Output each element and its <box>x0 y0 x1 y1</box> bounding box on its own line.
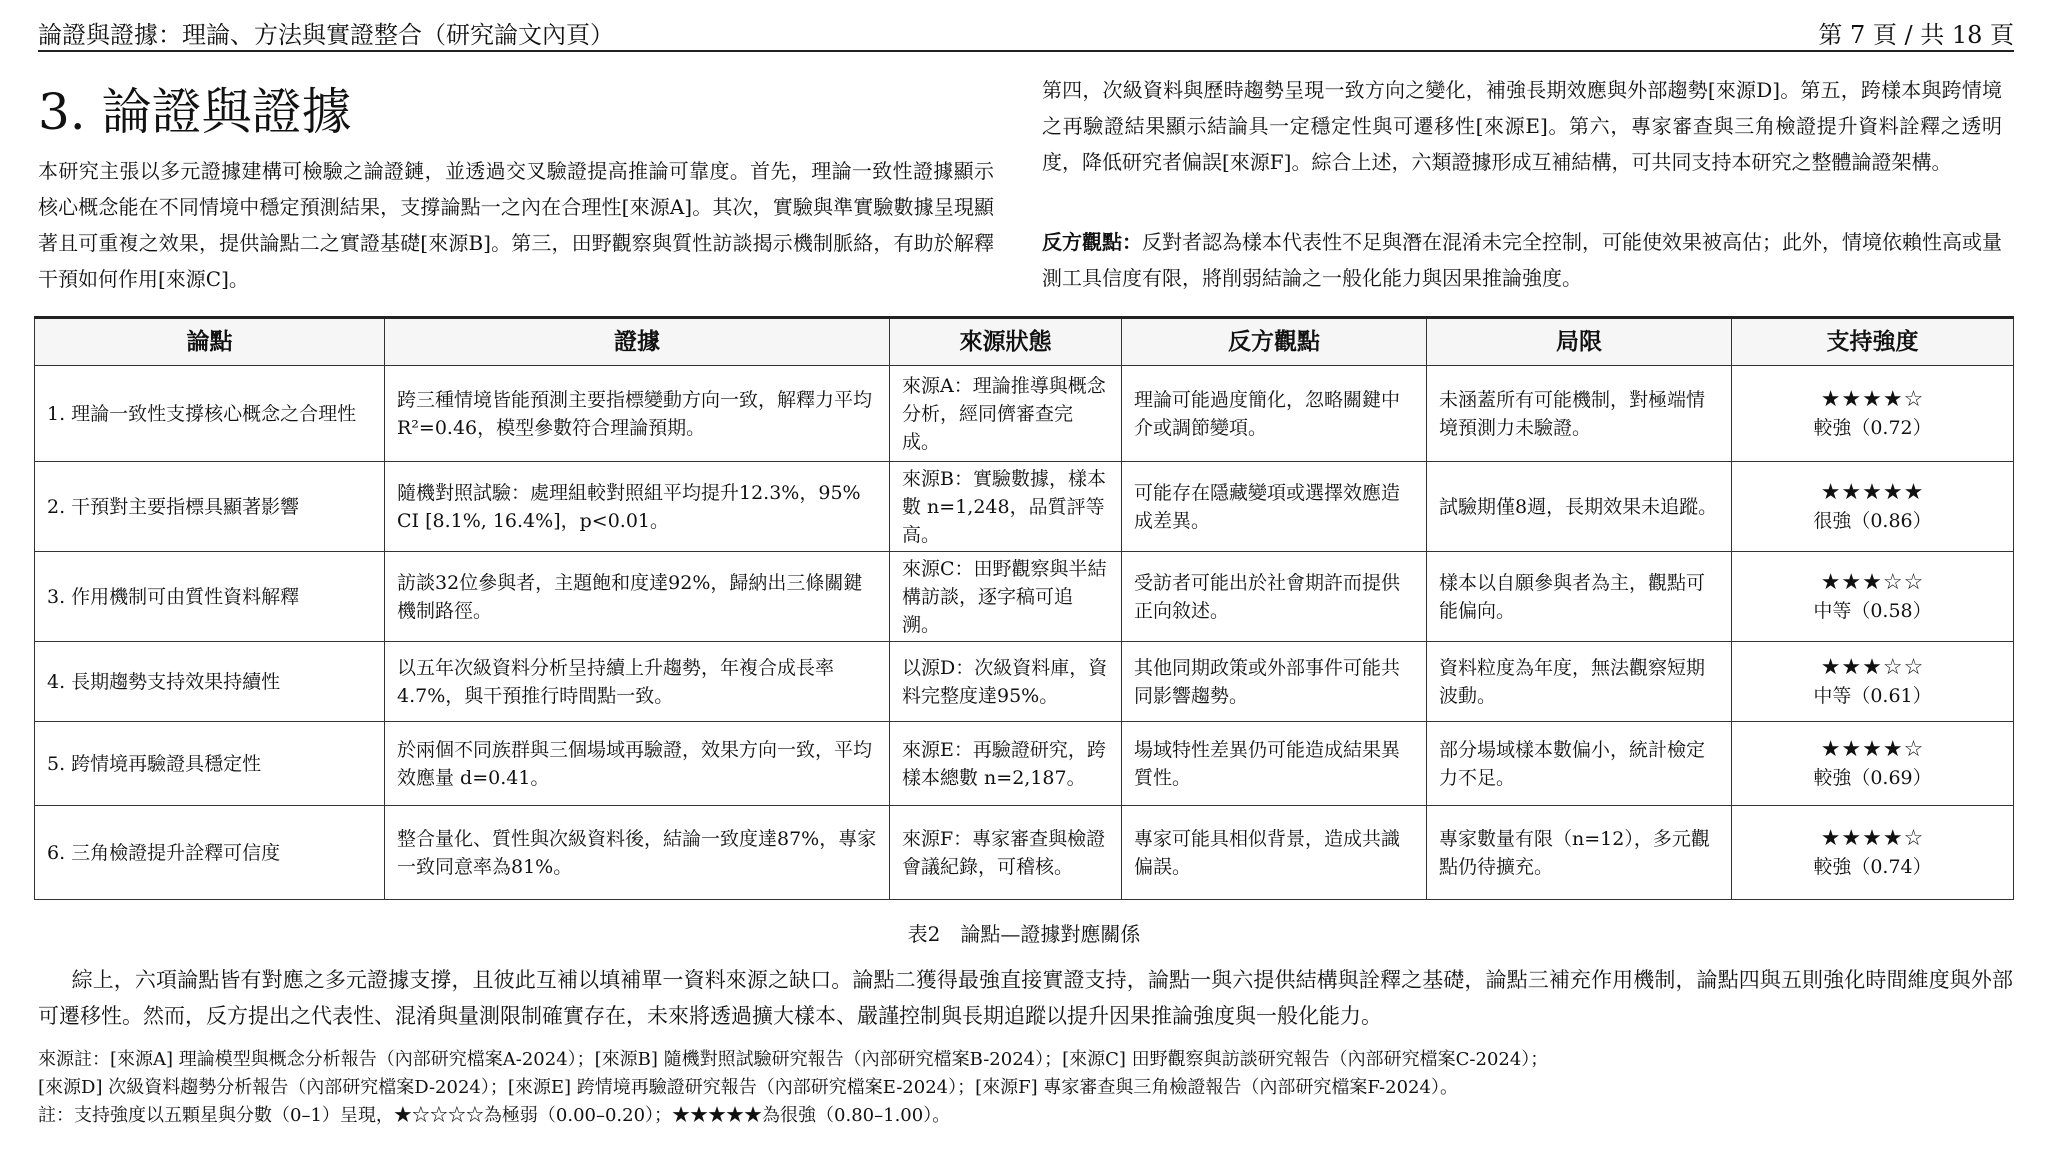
col-header-evidence: 證據 <box>385 318 890 366</box>
counter-cell: 理論可能過度簡化，忽略關鍵中介或調節變項。 <box>1122 366 1427 462</box>
section-title: 3. 論證與證據 <box>38 83 352 141</box>
strength-score: 很強（0.86） <box>1813 509 1932 532</box>
col-header-limit: 局限 <box>1427 318 1732 366</box>
evidence-cell: 隨機對照試驗：處理組較對照組平均提升12.3%，95% CI [8.1%, 16.4%]，p<0.01。 <box>385 462 890 552</box>
limit-cell: 未涵蓋所有可能機制，對極端情境預測力未驗證。 <box>1427 366 1732 462</box>
claim-cell: 3. 作用機制可由質性資料解釋 <box>35 552 385 642</box>
table-row <box>35 642 2014 722</box>
counter-cell: 場域特性差異仍可能造成結果異質性。 <box>1122 722 1427 806</box>
limit-cell: 試驗期僅8週，長期效果未追蹤。 <box>1427 462 1732 552</box>
counter-cell: 受訪者可能出於社會期許而提供正向敘述。 <box>1122 552 1427 642</box>
evidence-cell: 跨三種情境皆能預測主要指標變動方向一致，解釋力平均 R²=0.46，模型參數符合理論預期。 <box>385 366 890 462</box>
page-header <box>38 14 2014 52</box>
table-row <box>35 722 2014 806</box>
page-number: 第 7 頁 / 共 18 頁 <box>1818 20 2014 49</box>
claim-cell: 6. 三角檢證提升詮釋可信度 <box>35 806 385 900</box>
star-rating-icon: ★★★☆☆ <box>1820 654 1925 680</box>
col-header-counter: 反方觀點 <box>1122 318 1427 366</box>
source-note-line: [來源D] 次級資料趨勢分析報告（內部研究檔案D-2024）；[來源E] 跨情境再驗證研究報告（內部研究檔案E-2024）；[來源F] 專家審查與三角檢證報告（內部研究檔案F-2024）。 <box>38 1077 1458 1098</box>
col-header-claim: 論點 <box>35 318 385 366</box>
star-rating-icon: ★★★☆☆ <box>1820 569 1925 595</box>
claim-cell: 5. 跨情境再驗證具穩定性 <box>35 722 385 806</box>
limit-cell: 資料粒度為年度，無法觀察短期波動。 <box>1427 642 1732 722</box>
limit-cell: 樣本以自願參與者為主，觀點可能偏向。 <box>1427 552 1732 642</box>
table-caption: 表2 論點—證據對應關係 <box>907 922 1141 946</box>
running-title: 論證與證據：理論、方法與實證整合（研究論文內頁） <box>38 20 614 49</box>
table-row <box>35 552 2014 642</box>
counter-cell: 專家可能具相似背景，造成共識偏誤。 <box>1122 806 1427 900</box>
strength-note: 註：支持強度以五顆星與分數（0–1）呈現，★☆☆☆☆為極弱（0.00–0.20）；★★★★★為很強（0.80–1.00）。 <box>38 1105 951 1126</box>
counter-argument-label: 反方觀點： <box>1042 230 1142 254</box>
strength-score: 中等（0.61） <box>1813 684 1932 707</box>
source-cell: 以源D：次級資料庫，資料完整度達95%。 <box>890 642 1122 722</box>
strength-cell <box>1732 806 2014 900</box>
counter-argument-text: 反對者認為樣本代表性不足與潛在混淆未完全控制，可能使效果被高估；此外，情境依賴性高或量測工具信度有限，將削弱結論之一般化能力與因果推論強度。 <box>1042 230 2002 290</box>
strength-score: 中等（0.58） <box>1813 599 1932 622</box>
table-row <box>35 366 2014 462</box>
counter-cell: 其他同期政策或外部事件可能共同影響趨勢。 <box>1122 642 1427 722</box>
conclusion-paragraph: 綜上，六項論點皆有對應之多元證據支撐，且彼此互補以填補單一資料來源之缺口。論點二獲得最強直接實證支持，論點一與六提供結構與詮釋之基礎，論點三補充作用機制，論點四與五則強化時間維度與外部可遷移性。然而，反方提出之代表性、混淆與量測限制確實存在，未來將透過擴大樣本、嚴謹控制與長期追蹤以提升因果推論強度與一般化能力。 <box>38 968 2013 1028</box>
evidence-cell: 訪談32位參與者，主題飽和度達92%，歸納出三條關鍵機制路徑。 <box>385 552 890 642</box>
source-cell: 來源C：田野觀察與半結構訪談，逐字稿可追溯。 <box>890 552 1122 642</box>
strength-score: 較強（0.74） <box>1813 855 1932 878</box>
intro-paragraph-right: 第四，次級資料與歷時趨勢呈現一致方向之變化，補強長期效應與外部趨勢[來源D]。第五，跨樣本與跨情境之再驗證結果顯示結論具一定穩定性與可遷移性[來源E]。第六，專家審查與三角檢證提升資料詮釋之透明度，降低研究者偏誤[來源F]。綜合上述，六類證據形成互補結構，可共同支持本研究之整體論證架構。 <box>1042 78 2002 174</box>
source-note-line: 來源註：[來源A] 理論模型與概念分析報告（內部研究檔案A-2024）；[來源B] 隨機對照試驗研究報告（內部研究檔案B-2024）；[來源C] 田野觀察與訪談研究報告（內部研究檔案C-2024）； <box>38 1049 1549 1070</box>
star-rating-icon: ★★★★★ <box>1820 479 1925 505</box>
col-header-strength: 支持強度 <box>1732 318 2014 366</box>
strength-cell <box>1732 552 2014 642</box>
col-header-source: 來源狀態 <box>890 318 1122 366</box>
claim-cell: 1. 理論一致性支撐核心概念之合理性 <box>35 366 385 462</box>
evidence-cell: 以五年次級資料分析呈持續上升趨勢，年複合成長率 4.7%，與干預推行時間點一致。 <box>385 642 890 722</box>
table-row <box>35 462 2014 552</box>
claim-cell: 4. 長期趨勢支持效果持續性 <box>35 642 385 722</box>
source-cell: 來源F：專家審查與檢證會議紀錄，可稽核。 <box>890 806 1122 900</box>
evidence-cell: 整合量化、質性與次級資料後，結論一致度達87%，專家一致同意率為81%。 <box>385 806 890 900</box>
star-rating-icon: ★★★★☆ <box>1820 825 1925 851</box>
star-rating-icon: ★★★★☆ <box>1820 386 1925 412</box>
claim-cell: 2. 干預對主要指標具顯著影響 <box>35 462 385 552</box>
intro-paragraph-left: 本研究主張以多元證據建構可檢驗之論證鏈，並透過交叉驗證提高推論可靠度。首先，理論一致性證據顯示核心概念能在不同情境中穩定預測結果，支撐論點一之內在合理性[來源A]。其次，實驗與準實驗數據呈現顯著且可重複之效果，提供論點二之實證基礎[來源B]。第三，田野觀察與質性訪談揭示機制脈絡，有助於解釋干預如何作用[來源C]。 <box>38 159 994 291</box>
claim-evidence-table <box>34 316 2014 900</box>
source-cell: 來源E：再驗證研究，跨樣本總數 n=2,187。 <box>890 722 1122 806</box>
limit-cell: 部分場域樣本數偏小，統計檢定力不足。 <box>1427 722 1732 806</box>
strength-score: 較強（0.72） <box>1813 416 1932 439</box>
counter-argument-paragraph <box>1042 224 2002 296</box>
star-rating-icon: ★★★★☆ <box>1820 736 1925 762</box>
strength-cell <box>1732 642 2014 722</box>
source-cell: 來源B：實驗數據，樣本數 n=1,248，品質評等高。 <box>890 462 1122 552</box>
evidence-cell: 於兩個不同族群與三個場域再驗證，效果方向一致，平均效應量 d=0.41。 <box>385 722 890 806</box>
table-header-row <box>35 318 2014 366</box>
strength-cell <box>1732 722 2014 806</box>
counter-cell: 可能存在隱藏變項或選擇效應造成差異。 <box>1122 462 1427 552</box>
strength-cell <box>1732 462 2014 552</box>
strength-score: 較強（0.69） <box>1813 766 1932 789</box>
strength-cell <box>1732 366 2014 462</box>
table-row <box>35 806 2014 900</box>
limit-cell: 專家數量有限（n=12），多元觀點仍待擴充。 <box>1427 806 1732 900</box>
footnotes <box>38 1046 2013 1130</box>
source-cell: 來源A：理論推導與概念分析，經同儕審查完成。 <box>890 366 1122 462</box>
